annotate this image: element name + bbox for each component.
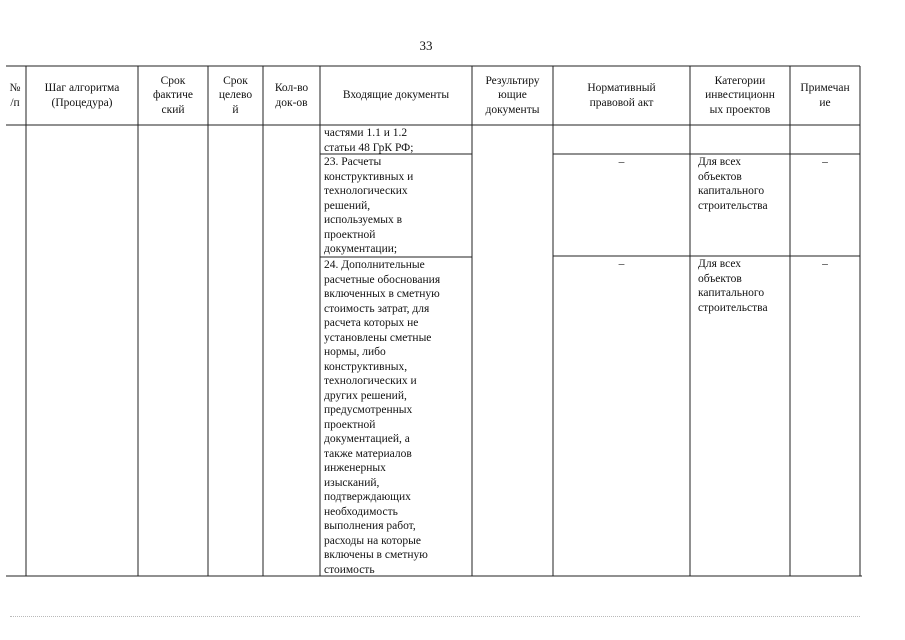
- note-row-2: –: [822, 258, 828, 270]
- header-target-term: Срок целево й: [218, 74, 253, 116]
- header-notes: Примечан ие: [800, 82, 850, 109]
- header-step: Шаг алгоритма (Процедура): [44, 82, 120, 109]
- page-number: 33: [419, 38, 433, 53]
- note-row-1: –: [822, 156, 828, 168]
- legal-act-row-2: –: [618, 258, 625, 270]
- header-num: № /п: [9, 82, 21, 109]
- header-input-docs: Входящие документы: [342, 89, 450, 102]
- input-doc-row-0: частями 1.1 и 1.2 статьи 48 ГрК РФ;: [324, 127, 414, 154]
- header-fact-term: Срок фактиче ский: [152, 74, 194, 116]
- header-categories: Категории инвестиционн ых проектов: [705, 74, 775, 116]
- header-legal-act: Нормативный правовой акт: [587, 82, 656, 109]
- input-doc-row-2: 24. Дополнительные расчетные обоснования включенных в сметную стоимость затрат, для расчета которых не установлены сметные нормы, либо конструктивных, технологических и других решений, предусмотренных проектной документацией, а также материалов инженерных изысканий, подтверждающих необходимость выполнения работ, расходы на которые включены в сметную стоимость: [324, 259, 441, 576]
- legal-act-row-1: –: [618, 156, 625, 168]
- scan-edge-artifact: [10, 616, 860, 621]
- category-row-2: Для всех объектов капитального строительства: [698, 258, 768, 314]
- header-doc-count: Кол-во док-ов: [274, 82, 309, 109]
- input-doc-row-1: 23. Расчеты конструктивных и технологических решений, используемых в проектной документации;: [324, 156, 414, 255]
- category-row-1: Для всех объектов капитального строительства: [698, 156, 768, 212]
- header-result-docs: Результиру ющие документы: [485, 74, 540, 116]
